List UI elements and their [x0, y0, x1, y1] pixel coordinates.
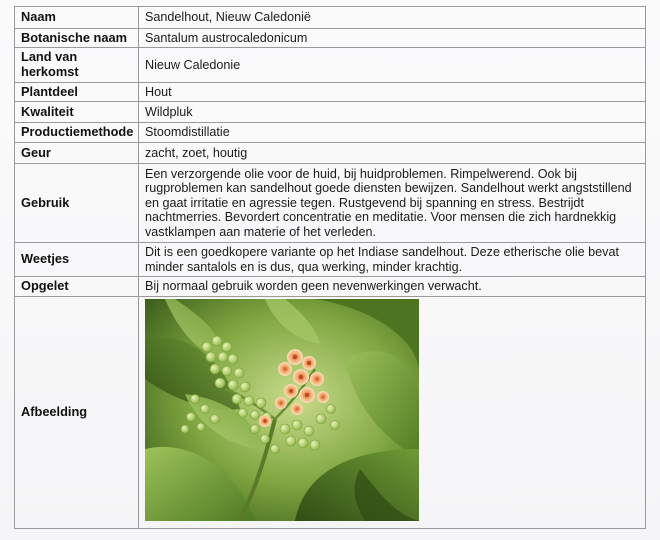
row-label: Opgelet	[15, 277, 139, 297]
plant-info-table	[14, 6, 646, 529]
row-value: Stoomdistillatie	[139, 123, 646, 143]
row-value: zacht, zoet, houtig	[139, 143, 646, 164]
row-value: Dit is een goedkopere variante op het Indiase sandelhout. Deze etherische olie bevat minder santalols en is dus, qua werking, minder krachtig.	[139, 243, 646, 277]
row-label: Geur	[15, 143, 139, 164]
row-label: Gebruik	[15, 164, 139, 243]
table-row	[15, 7, 646, 29]
photo-cell	[139, 297, 646, 529]
table-row	[15, 48, 646, 83]
sandalwood-flower-photo	[145, 299, 419, 521]
row-value: Sandelhout, Nieuw Caledonië	[139, 7, 646, 29]
row-label: Naam	[15, 7, 139, 29]
table-row	[15, 83, 646, 102]
table-row	[15, 164, 646, 243]
row-label: Weetjes	[15, 243, 139, 277]
row-label: Plantdeel	[15, 83, 139, 102]
row-value: Nieuw Caledonie	[139, 48, 646, 83]
table-row	[15, 297, 646, 529]
row-value: Santalum austrocaledonicum	[139, 29, 646, 48]
table-row	[15, 102, 646, 123]
row-label: Kwaliteit	[15, 102, 139, 123]
row-value: Hout	[139, 83, 646, 102]
row-value: Wildpluk	[139, 102, 646, 123]
table-row	[15, 243, 646, 277]
row-label: Land van herkomst	[15, 48, 139, 83]
row-label: Afbeelding	[15, 297, 139, 529]
row-value: Bij normaal gebruik worden geen nevenwerkingen verwacht.	[139, 277, 646, 297]
row-value: Een verzorgende olie voor de huid, bij huidproblemen. Rimpelwerend. Ook bij rugproblemen kan sandelhout goede diensten bewijzen. Sandelhout werkt angststillend en gaat irritatie en agressie tegen. Rustgevend bij spanning en stress. Bestrijdt nachtmerries. Bevordert concentratie en meditatie. Voor mensen die zich hardnekkig vastklampen aan materie of het verleden.	[139, 164, 646, 243]
row-label: Botanische naam	[15, 29, 139, 48]
table-row	[15, 143, 646, 164]
row-label: Productiemethode	[15, 123, 139, 143]
table-row	[15, 277, 646, 297]
table-row	[15, 29, 646, 48]
table-row	[15, 123, 646, 143]
